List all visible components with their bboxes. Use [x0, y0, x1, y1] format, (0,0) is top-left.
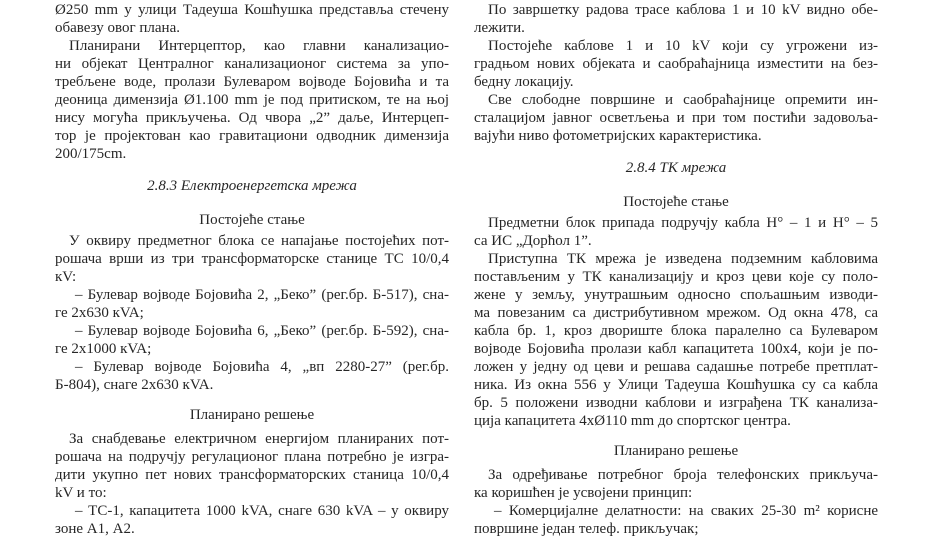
text-line: бр. 5 положени изводни каблови и изграђена ТК канализа-: [474, 395, 878, 411]
section-heading: 2.8.4 ТК мрежа: [625, 160, 727, 176]
text-line: ни објекат Централног канализационог система за упо-: [55, 56, 449, 72]
section-heading: 2.8.3 Електроенергетска мрежа: [147, 178, 357, 194]
text-line: ге 2х630 кVA;: [55, 305, 144, 321]
text-line: По завршетку радова трасе каблова 1 и 10 kV видно обе-: [488, 2, 878, 18]
paragraph: [474, 37, 878, 91]
text-line: кV:: [55, 269, 77, 285]
text-line: постављеним у ТК канализацију и кроз цеви које су поло-: [474, 269, 878, 285]
text-line: тор је пројектован као гравитациони одводник димензија: [55, 128, 449, 144]
subheading: Постојеће стање: [199, 212, 305, 228]
text-line: Приступна ТК мрежа је изведена подземним кабловима: [488, 251, 878, 267]
text-line: деоница димензија Ø1.100 mm је под притиском, те на њој: [55, 92, 449, 108]
text-line: кабла бр. 1, кроз двориште блока паралелно са Булеваром: [474, 323, 878, 339]
text-line: лежити.: [474, 20, 525, 36]
paragraph: [474, 1, 878, 37]
text-line: рошача врши из три трансформаторске станице ТС 10/0,4: [55, 251, 449, 267]
paragraph: [55, 37, 449, 163]
left-column: [55, 1, 449, 538]
paragraph: [55, 286, 449, 322]
text-line: 200/175cm.: [55, 146, 127, 162]
right-column: [474, 1, 878, 538]
text-line: жене у земљу, унутрашњим односно спољашњим изводи-: [474, 287, 878, 303]
paragraph: [474, 91, 878, 145]
text-line: војводе Бојовића пролази кабл капацитета 100х4, који је по-: [474, 341, 878, 357]
text-line: ка коришћен је усвојени принцип:: [474, 485, 693, 501]
text-line: Ø250 mm у улици Тадеуша Кошћушка представља стечену: [55, 2, 449, 18]
subheading: Планирано решење: [613, 443, 739, 459]
text-line: ге 2х1000 кVA;: [55, 341, 152, 357]
text-line: нису могућа прикључења. Од чвора „2” даље, Интерцеп-: [55, 110, 449, 126]
text-line: За снабдевање електричном енергијом планираних пот-: [69, 431, 449, 447]
text-line: – Комерцијалне делатности: на сваких 25-30 m² корисне: [494, 503, 878, 519]
text-line: – Булевар војводе Бојовића 4, „вп 2280-27” (рег.бр.: [75, 359, 449, 375]
paragraph: [55, 430, 449, 502]
text-line: Планирани Интерцептор, као главни канализацио-: [69, 38, 449, 54]
text-line: вајући ниво фотометријских карактеристика.: [474, 128, 762, 144]
paragraph: [55, 1, 449, 37]
text-line: ма повезаним са дистрибутивном мрежом. Од окна 478, са: [474, 305, 878, 321]
text-line: површине један телеф. прикључак;: [474, 521, 699, 537]
text-line: – Булевар војводе Бојовића 2, „Беко” (рег.бр. Б-517), сна-: [75, 287, 449, 303]
text-line: ција капацитета 4хØ110 mm до спортског центра.: [474, 413, 791, 429]
paragraph: [55, 232, 449, 286]
text-line: требљене воде, пролази Булеваром војводе Бојовића и та: [55, 74, 449, 90]
paragraph: [55, 322, 449, 358]
paragraph: [55, 502, 449, 538]
text-line: градњом нових објеката и саобраћајница изместити на без-: [474, 56, 878, 72]
paragraph: [474, 466, 878, 502]
text-line: дити укупно пет нових трансформаторских станица 10/0,4: [55, 467, 449, 483]
text-line: ника. Из окна 556 у Улици Тадеуша Кошћушка су са кабла: [474, 377, 878, 393]
text-line: У оквиру предметног блока се напајање постојећих пот-: [69, 233, 449, 249]
text-line: Све слободне површине и саобраћајнице опремити ин-: [488, 92, 878, 108]
text-line: ложен у једну од цеви и решава садашње потребе претплат-: [474, 359, 878, 375]
paragraph: [474, 214, 878, 250]
text-line: зоне А1, А2.: [55, 521, 135, 537]
subheading: Постојеће стање: [623, 194, 729, 210]
subheading: Планирано решење: [189, 407, 315, 423]
paragraph: [55, 358, 449, 394]
paragraph: [474, 502, 878, 538]
text-line: – Булевар војводе Бојовића 6, „Беко” (рег.бр. Б-592), сна-: [75, 323, 449, 339]
text-line: – ТС-1, капацитета 1000 kVA, снаге 630 kVA – у оквиру: [75, 503, 449, 519]
text-line: За одређивање потребног броја телефонских прикључа-: [488, 467, 878, 483]
paragraph: [474, 250, 878, 430]
text-line: обавезу овог плана.: [55, 20, 180, 36]
text-line: са ИС „Дорћол 1”.: [474, 233, 592, 249]
text-line: Постојеће каблове 1 и 10 kV који су угрожени из-: [488, 38, 878, 54]
text-line: сталацијом јавног осветљења и при том постићи задовоља-: [474, 110, 878, 126]
text-line: рошача на подручју регулационог плана потребно је изгра-: [55, 449, 449, 465]
text-line: Б-804), снаге 2х630 кVA.: [55, 377, 214, 393]
text-line: бедну локацију.: [474, 74, 574, 90]
text-line: kV и то:: [55, 485, 107, 501]
text-line: Предметни блок припада подручју кабла Н° – 1 и Н° – 5: [488, 215, 878, 231]
